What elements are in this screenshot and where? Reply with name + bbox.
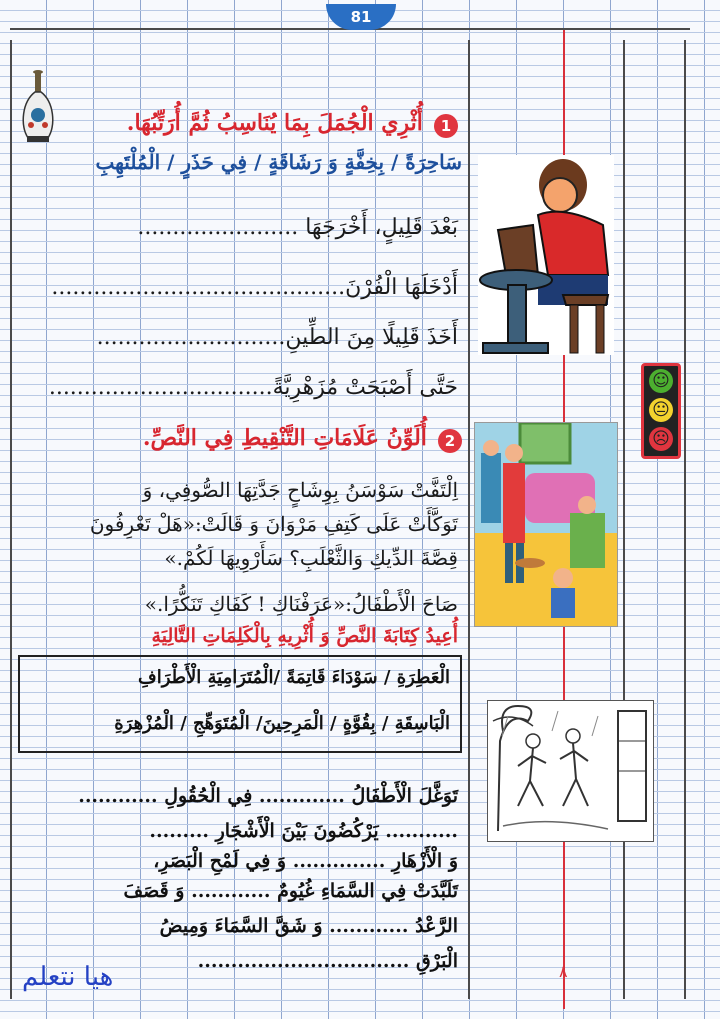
exercise3-line-1: تَوَغَّلَ الْأَطْفَالُ ............. فِي الْحُقُولِ ............: [78, 785, 458, 807]
outer-right-line: [684, 40, 686, 999]
left-margin-line: [10, 40, 12, 999]
footer-brand-text: هيا نتعلم: [22, 962, 114, 992]
storm-running-children-sketch: [487, 700, 654, 842]
exercise2-header: [143, 425, 462, 453]
self-assessment-lights: [641, 363, 681, 459]
happy-face-icon[interactable]: ☺: [649, 369, 673, 393]
exercise1-sentence-4: حَتَّى أَصْبَحَتْ مُزَهْرِيَّةً................................: [48, 375, 458, 400]
exercise3-box-line-1: الْعَطِرَةِ / سَوْدَاءَ قَاتِمَةً /الْمُتَرَامِيَةِ الْأَطْرَافِ: [138, 667, 450, 688]
exercise3-word-box: [18, 655, 462, 753]
exercise1-number: 1: [434, 114, 458, 138]
exercise3-line-4: تَلَبَّدَتْ فِي السَّمَاءِ غُيُومٌ ............ وَ قَصَفَ: [123, 880, 458, 902]
page-number: 81: [326, 4, 396, 30]
exercise1-sentence-2: أَدْخَلَهَا الْفُرْنَ..........................................: [51, 275, 458, 300]
vase-icon: [18, 70, 58, 145]
exercise1-header: [127, 110, 458, 138]
right-margin-line: [623, 40, 625, 999]
potter-illustration: [478, 155, 614, 355]
exercise3-title: أُعِيدُ كِتَابَةَ النَّصِّ وَ أُثْرِيهِ بِالْكَلِمَاتِ التَّالِيَةِ: [151, 625, 458, 647]
exercise1-title: أُثْرِي الْجُمَلَ بِمَا يُنَاسِبُ ثُمَّ أُرَتِّبُهَا.: [126, 110, 423, 136]
sad-face-icon[interactable]: ☹: [649, 427, 673, 451]
exercise3-line-5: الرَّعْدُ ............ وَ شَقَّ السَّمَاءَ وَمِيضُ: [159, 915, 458, 937]
margin-mark: ٨: [559, 962, 568, 981]
column-divider-line: [468, 40, 470, 999]
exercise2-number: 2: [438, 429, 462, 453]
exercise2-paragraph-line-3: قِصَّةَ الدِّيكِ وَالثَّعْلَبِ؟ سَأَرْوِيهَا لَكُمْ.»: [164, 546, 458, 570]
exercise2-title: أُلَوِّنُ عَلَامَاتِ التَّنْقِيطِ فِي النَّصِّ.: [142, 425, 427, 451]
children-storytelling-illustration: [474, 422, 618, 627]
exercise3-line-3: وَ الْأَزْهَارِ .............. وَ فِي لَمْحِ الْبَصَرِ،: [153, 850, 458, 872]
neutral-face-icon[interactable]: 😐: [649, 398, 673, 422]
exercise3-line-6: الْبَرْقِ ................................: [197, 950, 458, 972]
exercise2-paragraph-line-2: تَوَكَّأَتْ عَلَى كَتِفِ مَرْوَانَ وَ قَالَتْ:«هَلْ تَعْرِفُونَ: [89, 512, 458, 536]
exercise2-paragraph-line-1: اِلْتَفَّتْ سَوْسَنُ بِوِشَاحٍ جَدَّتِهَا الصُّوفِي، وَ: [142, 478, 458, 502]
exercise1-sentence-3: أَخَذَ قَلِيلًا مِنَ الطِّينِ...........................: [96, 325, 458, 350]
exercise3-box-line-2: الْبَاسِقَةِ / بِقُوَّةٍ / الْمَرِحِينَ/ الْمُتَوَهِّجِ / الْمُزْهِرَةِ: [114, 713, 450, 734]
exercise2-paragraph-line-4: صَاحَ الْأَطْفَالُ:«عَرَفْنَاكِ ! كَفَاكِ تَنَكُّرًا.»: [144, 592, 458, 616]
exercise3-line-2: ........... يَرْكُضُونَ بَيْنَ الْأَشْجَارِ .........: [149, 820, 458, 842]
exercise1-sentence-1: بَعْدَ قَلِيلٍ، أَخْرَجَهَا .......................: [137, 215, 458, 240]
exercise1-word-bank: سَاحِرَةً / بِخِفَّةٍ وَ رَشَاقَةٍ / فِي حَذَرٍ / الْمُلْتَهِبِ: [95, 150, 462, 174]
